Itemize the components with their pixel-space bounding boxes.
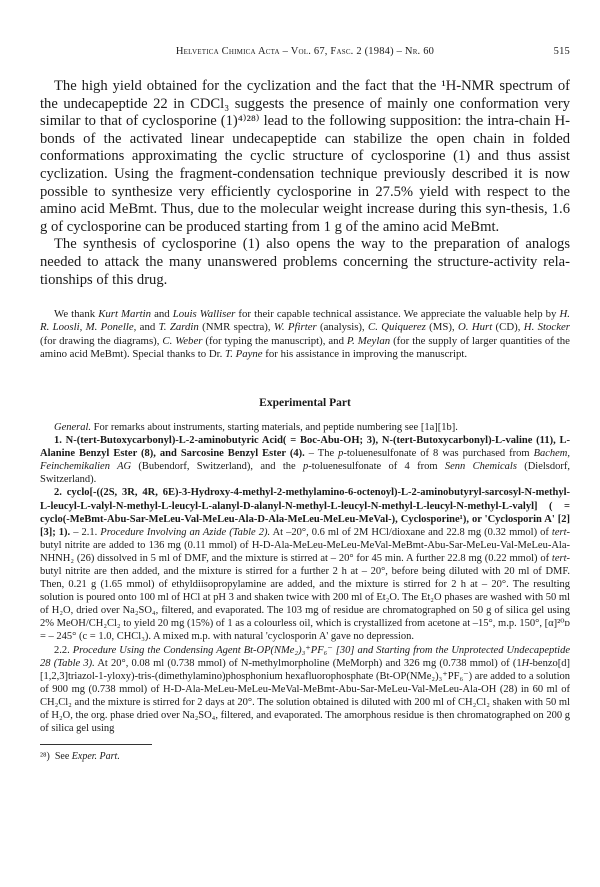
section-title: Experimental Part [259,396,351,409]
step-number: 1. [54,435,66,447]
ack-person: P. Meylan [346,334,391,347]
journal-citation: Helvetica Chimica Acta – Vol. 67, Fasc. 2 (1984) – Nr. 60 [175,46,435,57]
exp-italic: tert [551,552,567,564]
exp-text: -benzo[d][1,2,3]triazol-1-yloxy)-tris-(dimethylamino)phosphonium hexafluorophosphate (Bt-OP(NMe₂)₃⁺PF₆⁻) are added to a solution of 900 mg (0.738 mmol) of H-D-Ala-MeLeu-MeLeu-MeVal-MeBmt-Abu-Sar-MeLeu-Val-MeLeu-Ala-OH (28) in 60 ml of CH₂Cl₂ and the mixture is stirred for 2 days at 20°. The solution obtained is diluted with 200 ml of CH₂Cl₂ shaken with 50 ml of H₂O, the org. phase dried over Na₂SO₄, filtered, and evaporated. The amorphous residue is then chromatographed on 200 g of silica gel using [40,657,570,735]
ack-person: H. R. Loosli, M. Ponelle, [40,308,570,334]
exp-text: -butyl nitrite are then added, and the mixture is stirred for a further 2 h at – 20°, before being diluted with 20 ml of DMF. Then, 0.21 g (1.65 mmol) of ethyldiisopropylamine are added, and the mixture is stirred for 2 h at – 20°. The resulting solution is poured onto 100 ml of HCl at pH 3 and shaken twice with 200 ml of Et₂O. The Et₂O phases are washed with 50 ml of H₂O, dried over Na₂SO₄, filtered, and evaporated. The 103 mg of residue are chromatographed on 50 g of silica gel using 2% MeOH/CH₂Cl₂ to yield 20 mg (15%) of 1 as a colourless oil, which is crystallized from acetone at –15°, m.p. 150°, [α]²⁰ᴅ = – 245° (c = 1.0, CHCl₃). A mixed m.p. with natural 'cyclosporin A' gave no depression. [40,552,570,643]
body-paragraph-1: The high yield obtained for the cyclization and the fact that the ¹H-NMR spectrum of the undecapeptide 22 in CDCl₃ suggests the presence of mainly one conformation very similar to that of cyclosporine (1)⁴⁾²⁸⁾ lead to the following supposition: the intra-chain H-bonds of the activated linear undecapeptide can stabilize the open chain in folded conformations approximating the cyclic structure of cyclosporine (1) and thus assist cyclization. Using the fragment-condensation technique previously described it is now possible to synthesize very efficiently cyclosporine in 27.5% yield with respect to the amino acid MeBmt. Thus, due to the molecular weight increase during this syn-thesis, 1.6 g of cyclosporine can be produced starting from 1 g of the amino acid MeBmt. [40,78,570,235]
exp-italic: Procedure Using the Condensing Agent Bt-OP(NMe₂)₃⁺PF₆⁻ [30] and Starting from the Unprotected Undecapeptide 28 (Table 3). [40,644,571,669]
ack-text: We thank [54,308,99,321]
exp-italic: p [338,448,344,460]
footnote-marker: ²⁸) [40,751,50,763]
exp-step-2-2 [40,644,570,736]
exp-italic: tert [551,526,567,538]
exp-text: (Dielsdorf, Switzerland). [40,461,571,486]
ack-text: and [136,321,159,334]
running-header [40,46,570,62]
body-paragraph-2: The synthesis of cyclosporine (1) also opens the way to the preparation of analogs needed to attack the many unanswered problems concerning the structure-activity rela-tionships of this drug. [40,236,570,288]
ack-text: (analysis), [316,321,369,334]
exp-step-1 [40,434,570,486]
footnote-text: See [54,751,72,763]
exp-text: At –20°, 0.6 ml of 2M HCl/dioxane and 22.8 mg (0.32 mmol) of [270,526,552,538]
exp-text: (Bubendorf, Switzerland), and the [131,461,304,473]
ack-person: T. Payne [225,347,263,360]
ack-text: (CD), [492,321,524,334]
ack-person: H. Stocker [523,321,570,334]
ack-person: O. Hurt [458,321,493,334]
exp-italic: Procedure Involving an Azide (Table 2). [100,526,271,538]
experimental-section [40,421,570,735]
paper-page [40,46,570,762]
exp-text: At 20°, 0.08 ml (0.738 mmol) of N-methylmorpholine (MeMorph) and 326 mg (0.738 mmol) of (1 [94,657,522,669]
ack-text: for his assistance in improving the manuscript. [262,347,468,360]
exp-text: -toluenesulfonate of 8 was purchased from [343,448,534,460]
main-body [40,78,570,289]
exp-label: General. [54,421,92,433]
ack-text: and [151,308,173,321]
exp-text: For remarks about instruments, starting materials, and peptide numbering see [1a][1b]. [91,421,458,433]
step-heading: 2. cyclo[-((2S, 3R, 4R, 6E)-3-Hydroxy-4-methyl-2-methylamino-6-octenoyl)-L-2-aminobutyryl-sarcosyl-N-methyl-L-leucyl-L-valyl-N-methyl-L-leucyl-L-alanyl-D-alanyl-N-methyl-L-leucyl-N-methyl-L-leucyl-N-methyl-L-valyl] ( = cyclo(-MeBmt-Abu-Sar-MeLeu-Val-MeLeu-Ala-D-Ala-MeLeu-MeLeu-MeVal-), Cyclosporine¹), or 'Cyclosporin A' [2][3]; 1). [40,487,570,538]
exp-italic: Senn Chemicals [444,461,517,473]
exp-text: -butyl nitrite are added to 136 mg (0.11 mmol) of H-D-Ala-MeLeu-MeLeu-MeVal-MeBmt-Abu-Sar-MeLeu-Val-MeLeu-Ala-NHNH₂ (26) dissolved in 5 ml of DMF, and the mixture is stirred at – 20° for 45 min. A further 22.8 mg (0.22 mmol) of [40,526,571,564]
step-heading: N-(tert-Butoxycarbonyl)-L-2-aminobutyric Acid( = Boc-Abu-OH; 3), N-(tert-Butoxycarbonyl)-L-valine (11), L-Alanine Benzyl Ester (8), and Sarcosine Benzyl Ester (4). [40,435,570,460]
ack-text: (for drawing the diagrams), [40,334,163,347]
ack-person: T. Zardin [158,321,199,334]
exp-text: – 2.1. [70,526,101,538]
ack-person: Louis Walliser [172,308,236,321]
exp-italic: p [303,461,309,473]
ack-person: W. Pfirter [273,321,317,334]
exp-text: -toluenesulfonate of 4 from [308,461,445,473]
ack-text: (NMR spectra), [198,321,274,334]
exp-italic: Bachem, Feinchemikalien AG [40,448,571,473]
ack-text: (for the supply of larger quantities of the amino acid MeBmt). Special thanks to Dr. [40,334,570,360]
footnote-divider [40,744,152,745]
exp-text: 2.2. [54,644,73,656]
ack-person: C. Weber [162,334,203,347]
acknowledgement [40,308,570,361]
ack-text: (MS), [425,321,458,334]
page-number: 515 [553,46,570,57]
exp-step-2 [40,486,570,643]
footnote-text-italic: Exper. Part. [71,751,120,763]
ack-person: C. Quiquerez [368,321,426,334]
exp-text: – The [304,448,339,460]
exp-italic: H [521,657,530,669]
footnote [40,751,570,762]
exp-general [40,421,570,434]
ack-text: (for typing the manuscript), and [202,334,347,347]
ack-text: for their capable technical assistance. We appreciate the valuable help by [235,308,560,321]
ack-person: Kurt Martin [98,308,152,321]
